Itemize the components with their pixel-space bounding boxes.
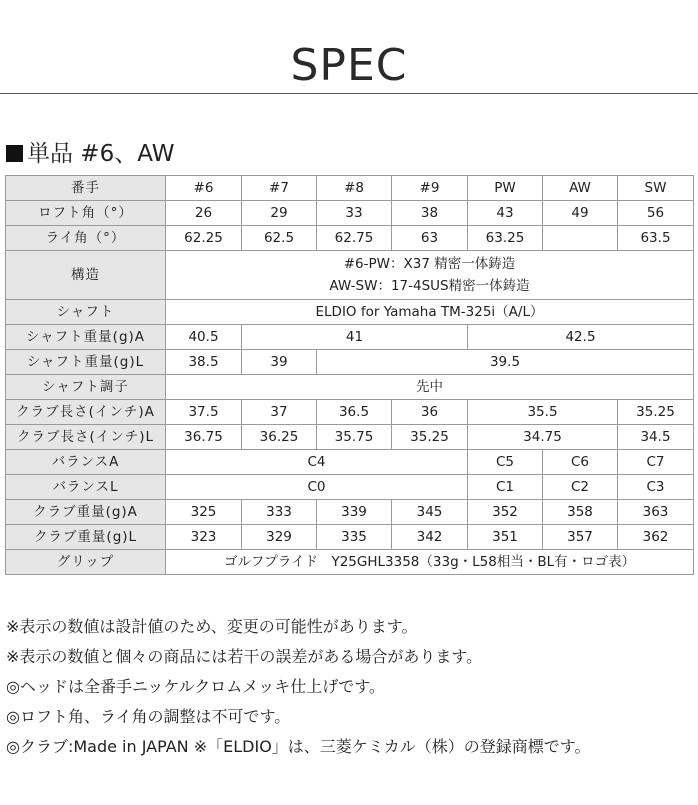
table-cell: 38 — [392, 201, 468, 226]
table-cell: 39.5 — [317, 350, 694, 375]
table-cell: 363 — [618, 500, 694, 525]
table-cell: 63 — [392, 226, 468, 251]
table-row — [6, 475, 694, 500]
row-label: ライ角（°） — [6, 226, 166, 251]
table-row — [6, 350, 694, 375]
construction-line: #6-PW：X37 精密一体鋳造 — [343, 256, 516, 272]
section-heading-text: 単品 #6、AW — [27, 141, 175, 167]
table-row — [6, 226, 694, 251]
header-cell: #9 — [392, 176, 468, 201]
table-cell: 35.5 — [468, 400, 618, 425]
section-heading — [6, 138, 174, 170]
table-row — [6, 201, 694, 226]
table-cell: 33 — [317, 201, 392, 226]
table-row — [6, 425, 694, 450]
table-cell: 35.25 — [618, 400, 694, 425]
square-bullet-icon — [6, 145, 23, 162]
table-cell: 339 — [317, 500, 392, 525]
table-cell: C4 — [166, 450, 468, 475]
notes — [6, 612, 591, 762]
table-cell: C3 — [618, 475, 694, 500]
table-cell: 358 — [543, 500, 618, 525]
table-cell: 29 — [242, 201, 317, 226]
table-cell: C2 — [543, 475, 618, 500]
row-label: ロフト角（°） — [6, 201, 166, 226]
row-label: シャフト — [6, 300, 166, 325]
header-cell: AW — [543, 176, 618, 201]
construction-cell — [166, 251, 694, 300]
table-cell: 362 — [618, 525, 694, 550]
table-cell: 36.25 — [242, 425, 317, 450]
table-cell: 37 — [242, 400, 317, 425]
header-cell: SW — [618, 176, 694, 201]
title-divider — [0, 93, 698, 94]
table-cell — [543, 226, 618, 251]
table-cell: 41 — [242, 325, 468, 350]
table-cell: 62.25 — [166, 226, 242, 251]
header-cell: #8 — [317, 176, 392, 201]
row-label: シャフト調子 — [6, 375, 166, 400]
table-header-row — [6, 176, 694, 201]
table-row — [6, 375, 694, 400]
table-cell: 35.75 — [317, 425, 392, 450]
table-cell: 先中 — [166, 375, 694, 400]
table-row — [6, 450, 694, 475]
table-cell: 56 — [618, 201, 694, 226]
row-label: 構造 — [6, 251, 166, 300]
table-cell: ELDIO for Yamaha TM-325i（A/L） — [166, 300, 694, 325]
header-cell: #6 — [166, 176, 242, 201]
table-cell: 62.5 — [242, 226, 317, 251]
row-label: クラブ長さ(インチ)A — [6, 400, 166, 425]
table-cell: 35.25 — [392, 425, 468, 450]
row-label: クラブ重量(g)L — [6, 525, 166, 550]
table-cell: 329 — [242, 525, 317, 550]
note-line: ※表示の数値と個々の商品には若干の誤差がある場合があります。 — [6, 647, 483, 666]
row-label: シャフト重量(g)A — [6, 325, 166, 350]
table-cell: 62.75 — [317, 226, 392, 251]
table-cell: 335 — [317, 525, 392, 550]
table-row — [6, 525, 694, 550]
table-cell: C0 — [166, 475, 468, 500]
table-cell: C7 — [618, 450, 694, 475]
table-cell: 345 — [392, 500, 468, 525]
table-cell: 43 — [468, 201, 543, 226]
row-label: クラブ長さ(インチ)L — [6, 425, 166, 450]
table-row — [6, 300, 694, 325]
header-cell: 番手 — [6, 176, 166, 201]
header-cell: #7 — [242, 176, 317, 201]
table-cell: 357 — [543, 525, 618, 550]
table-cell: 36.5 — [317, 400, 392, 425]
table-cell: C6 — [543, 450, 618, 475]
table-cell: 342 — [392, 525, 468, 550]
row-label: バランスA — [6, 450, 166, 475]
row-label: シャフト重量(g)L — [6, 350, 166, 375]
note-line: ◎ヘッドは全番手ニッケルクロムメッキ仕上げです。 — [6, 677, 385, 696]
table-cell: 38.5 — [166, 350, 242, 375]
table-cell: 26 — [166, 201, 242, 226]
table-row — [6, 251, 694, 300]
table-row — [6, 500, 694, 525]
table-row — [6, 550, 694, 575]
note-line: ※表示の数値は設計値のため、変更の可能性があります。 — [6, 617, 418, 636]
spec-table — [5, 175, 694, 575]
table-cell: 63.25 — [468, 226, 543, 251]
table-cell: 49 — [543, 201, 618, 226]
table-cell: C1 — [468, 475, 543, 500]
note-line: ◎ロフト角、ライ角の調整は不可です。 — [6, 707, 291, 726]
table-row — [6, 325, 694, 350]
table-cell: 351 — [468, 525, 543, 550]
table-cell: 37.5 — [166, 400, 242, 425]
table-cell: 34.75 — [468, 425, 618, 450]
table-cell: 333 — [242, 500, 317, 525]
table-cell: C5 — [468, 450, 543, 475]
table-cell: 323 — [166, 525, 242, 550]
note-line: ◎クラブ:Made in JAPAN ※「ELDIO」は、三菱ケミカル（株）の登録商標です。 — [6, 737, 591, 756]
page-title: SPEC — [290, 40, 408, 91]
table-cell: 34.5 — [618, 425, 694, 450]
table-cell: 36.75 — [166, 425, 242, 450]
table-cell: 40.5 — [166, 325, 242, 350]
row-label: グリップ — [6, 550, 166, 575]
table-cell: 352 — [468, 500, 543, 525]
table-cell: 42.5 — [468, 325, 694, 350]
construction-line: AW-SW：17-4SUS精密一体鋳造 — [329, 278, 530, 294]
row-label: バランスL — [6, 475, 166, 500]
table-row — [6, 400, 694, 425]
row-label: クラブ重量(g)A — [6, 500, 166, 525]
table-cell: 63.5 — [618, 226, 694, 251]
table-cell: 36 — [392, 400, 468, 425]
table-cell: 325 — [166, 500, 242, 525]
table-cell: ゴルフプライド Y25GHL3358（33g・L58相当・BL有・ロゴ表） — [166, 550, 694, 575]
header-cell: PW — [468, 176, 543, 201]
table-cell: 39 — [242, 350, 317, 375]
